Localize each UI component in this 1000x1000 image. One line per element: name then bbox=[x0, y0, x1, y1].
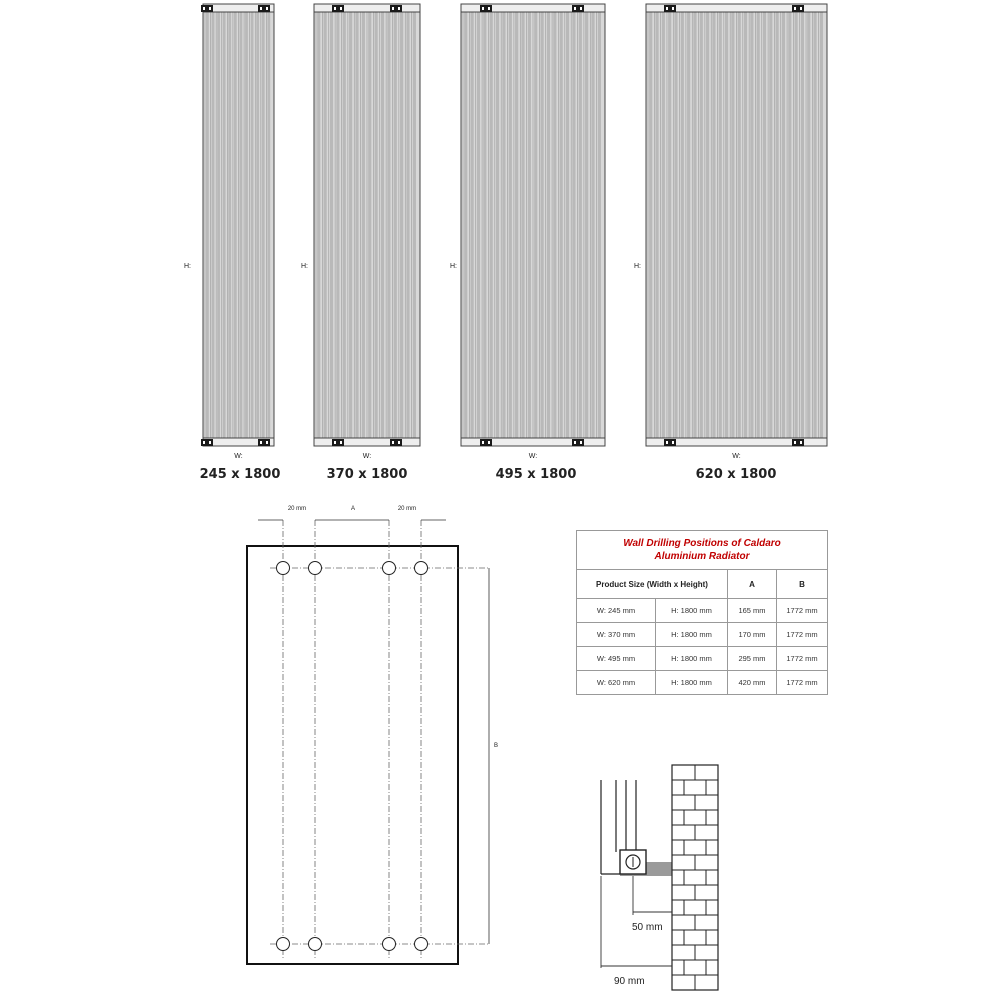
bracket-slot bbox=[334, 441, 336, 444]
bottom-header-bar bbox=[314, 438, 420, 446]
radiator-fin bbox=[217, 12, 220, 438]
radiator-fin bbox=[560, 12, 563, 438]
drilling-diagram bbox=[247, 506, 498, 964]
radiator-fin bbox=[782, 12, 785, 438]
cell-b: 1772 mm bbox=[777, 599, 828, 623]
header-a: A bbox=[728, 570, 777, 599]
radiator-fin bbox=[212, 12, 215, 438]
radiator-outline bbox=[247, 546, 458, 964]
radiator-fin bbox=[674, 12, 677, 438]
bracket-slot bbox=[800, 7, 802, 10]
radiator-fin bbox=[585, 12, 588, 438]
mounting-bracket bbox=[664, 5, 676, 12]
bracket-slot bbox=[266, 441, 268, 444]
radiator-fin bbox=[400, 12, 403, 438]
radiator-fin bbox=[738, 12, 741, 438]
radiator-elevation bbox=[301, 4, 420, 482]
radiator-fin bbox=[245, 12, 248, 438]
radiator-fin bbox=[267, 12, 270, 438]
bracket-slot bbox=[260, 441, 262, 444]
radiator-size-caption: 245 x 1800 bbox=[199, 467, 281, 482]
radiator-fin bbox=[262, 12, 265, 438]
radiator-fin bbox=[502, 12, 505, 438]
radiator-fin bbox=[719, 12, 722, 438]
drill-holes bbox=[277, 562, 428, 951]
height-label: H: bbox=[450, 263, 457, 270]
radiator-fin bbox=[528, 12, 531, 438]
top-header-bar bbox=[314, 4, 420, 12]
radiator-fin bbox=[355, 12, 358, 438]
radiator-fin bbox=[731, 12, 734, 438]
width-label: W: bbox=[528, 453, 538, 460]
bracket-slot bbox=[666, 441, 668, 444]
radiator-fin bbox=[406, 12, 409, 438]
radiator-fin bbox=[490, 12, 493, 438]
table-title bbox=[577, 531, 828, 570]
header-product-size: Product Size (Width x Height) bbox=[577, 570, 728, 599]
cell-width: W: 370 mm bbox=[577, 623, 656, 647]
bracket-depth-label: 50 mm bbox=[632, 922, 663, 933]
table-row bbox=[577, 623, 828, 647]
radiator-fin bbox=[547, 12, 550, 438]
radiator-fin bbox=[750, 12, 753, 438]
radiator-fin bbox=[712, 12, 715, 438]
radiator-fin bbox=[725, 12, 728, 438]
dim-right-label: 20 mm bbox=[397, 506, 417, 512]
radiator-fin bbox=[763, 12, 766, 438]
radiator-fin bbox=[349, 12, 352, 438]
cell-height: H: 1800 mm bbox=[656, 647, 728, 671]
bracket-slot bbox=[574, 441, 576, 444]
cell-a: 165 mm bbox=[728, 599, 777, 623]
radiator-fin bbox=[317, 12, 320, 438]
radiator-size-caption: 620 x 1800 bbox=[695, 467, 777, 482]
radiator-fin bbox=[206, 12, 209, 438]
table-row bbox=[577, 647, 828, 671]
cell-a: 420 mm bbox=[728, 671, 777, 695]
radiator-fin bbox=[769, 12, 772, 438]
radiator-fin bbox=[251, 12, 254, 438]
bracket-slot bbox=[392, 441, 394, 444]
radiator-fin bbox=[541, 12, 544, 438]
radiator-fin bbox=[362, 12, 365, 438]
radiator-fin bbox=[256, 12, 259, 438]
bracket-slot bbox=[482, 441, 484, 444]
bracket-slot bbox=[488, 7, 490, 10]
height-label: H: bbox=[634, 263, 641, 270]
radiator-fin bbox=[655, 12, 658, 438]
bracket-slot bbox=[580, 7, 582, 10]
table-row bbox=[577, 671, 828, 695]
radiator-fin bbox=[591, 12, 594, 438]
bracket-slot bbox=[340, 441, 342, 444]
radiator-fin bbox=[471, 12, 474, 438]
radiator-fin bbox=[807, 12, 810, 438]
radiator-fin bbox=[744, 12, 747, 438]
mounting-bracket bbox=[664, 439, 676, 446]
table-title-line1: Wall Drilling Positions of Caldaro bbox=[623, 538, 781, 549]
radiator-fin bbox=[477, 12, 480, 438]
radiator-elevation bbox=[450, 4, 605, 482]
bracket-slot bbox=[209, 441, 211, 444]
radiator-fin bbox=[368, 12, 371, 438]
width-label: W: bbox=[362, 453, 372, 460]
radiator-fin bbox=[521, 12, 524, 438]
bracket-slot bbox=[794, 7, 796, 10]
bracket-slot bbox=[266, 7, 268, 10]
radiator-fin bbox=[381, 12, 384, 438]
radiator-fin bbox=[387, 12, 390, 438]
radiator-fin bbox=[394, 12, 397, 438]
bracket-slot bbox=[482, 7, 484, 10]
bracket-slot bbox=[800, 441, 802, 444]
radiator-fin bbox=[757, 12, 760, 438]
radiator-fin bbox=[223, 12, 226, 438]
cell-a: 170 mm bbox=[728, 623, 777, 647]
mounting-bracket bbox=[332, 5, 344, 12]
radiator-fin bbox=[324, 12, 327, 438]
mounting-bracket bbox=[572, 5, 584, 12]
mounting-bracket bbox=[792, 5, 804, 12]
bracket-slot bbox=[209, 7, 211, 10]
radiator-fin bbox=[788, 12, 791, 438]
bracket-slot bbox=[398, 441, 400, 444]
bracket-slot bbox=[340, 7, 342, 10]
bracket-slot bbox=[392, 7, 394, 10]
radiator-fin bbox=[649, 12, 652, 438]
drilling-positions-table bbox=[576, 530, 828, 695]
bracket-slot bbox=[260, 7, 262, 10]
dimension-lines bbox=[258, 520, 489, 944]
radiator-fin bbox=[572, 12, 575, 438]
side-mounting-view bbox=[601, 765, 718, 990]
mounting-bracket bbox=[201, 439, 213, 446]
radiator-fin bbox=[579, 12, 582, 438]
mounting-bracket bbox=[201, 5, 213, 12]
cell-a: 295 mm bbox=[728, 647, 777, 671]
mounting-bracket bbox=[792, 439, 804, 446]
table-header-row bbox=[577, 570, 828, 599]
total-depth-label: 90 mm bbox=[614, 976, 645, 987]
bracket-slot bbox=[666, 7, 668, 10]
mounting-bracket bbox=[480, 439, 492, 446]
radiator-size-caption: 370 x 1800 bbox=[326, 467, 408, 482]
brick-wall bbox=[672, 765, 718, 990]
bracket-slot bbox=[398, 7, 400, 10]
height-label: H: bbox=[184, 263, 191, 270]
radiator-fin bbox=[375, 12, 378, 438]
radiator-size-caption: 495 x 1800 bbox=[495, 467, 577, 482]
radiator-fin bbox=[776, 12, 779, 438]
radiator-fin bbox=[234, 12, 237, 438]
bracket-slot bbox=[574, 7, 576, 10]
radiator-fin bbox=[662, 12, 665, 438]
mounting-bracket bbox=[480, 5, 492, 12]
mounting-bracket bbox=[390, 5, 402, 12]
width-label: W: bbox=[732, 453, 741, 460]
radiator-fin bbox=[795, 12, 798, 438]
table-row bbox=[577, 599, 828, 623]
cell-b: 1772 mm bbox=[777, 671, 828, 695]
radiator-fin bbox=[483, 12, 486, 438]
bracket-slot bbox=[672, 7, 674, 10]
bracket-slot bbox=[203, 441, 205, 444]
bracket-slot bbox=[794, 441, 796, 444]
radiator-fin bbox=[706, 12, 709, 438]
dim-left-label: 20 mm bbox=[287, 506, 307, 512]
bracket-slot bbox=[203, 7, 205, 10]
mounting-bracket bbox=[258, 5, 270, 12]
radiator-fin bbox=[336, 12, 339, 438]
radiator-fin bbox=[801, 12, 804, 438]
cell-height: H: 1800 mm bbox=[656, 671, 728, 695]
radiator-fin bbox=[553, 12, 556, 438]
cell-width: W: 620 mm bbox=[577, 671, 656, 695]
mounting-bracket bbox=[332, 439, 344, 446]
radiator-fin bbox=[515, 12, 518, 438]
cell-width: W: 245 mm bbox=[577, 599, 656, 623]
radiator-elevation bbox=[634, 4, 827, 482]
radiator-fin bbox=[330, 12, 333, 438]
radiator-fin bbox=[813, 12, 816, 438]
radiator-fin bbox=[700, 12, 703, 438]
mounting-bracket bbox=[390, 439, 402, 446]
radiator-fin bbox=[413, 12, 416, 438]
radiator-fin bbox=[509, 12, 512, 438]
bracket-slot bbox=[672, 441, 674, 444]
table-title-line2: Aluminium Radiator bbox=[654, 551, 750, 562]
radiator-fin bbox=[534, 12, 537, 438]
cell-height: H: 1800 mm bbox=[656, 599, 728, 623]
bracket-slot bbox=[580, 441, 582, 444]
cell-b: 1772 mm bbox=[777, 623, 828, 647]
radiator-fin bbox=[464, 12, 467, 438]
radiator-fin bbox=[566, 12, 569, 438]
vertical-centerlines bbox=[283, 520, 421, 960]
mounting-bracket bbox=[258, 439, 270, 446]
bracket-slot bbox=[334, 7, 336, 10]
cell-height: H: 1800 mm bbox=[656, 623, 728, 647]
radiator-fin bbox=[687, 12, 690, 438]
height-label: H: bbox=[301, 263, 308, 270]
mounting-bracket bbox=[572, 439, 584, 446]
radiator-fin bbox=[820, 12, 823, 438]
width-label: W: bbox=[234, 453, 243, 460]
cell-width: W: 495 mm bbox=[577, 647, 656, 671]
header-b: B bbox=[777, 570, 828, 599]
dim-a-label: A bbox=[350, 506, 356, 512]
radiator-fin bbox=[598, 12, 601, 438]
radiator-elevations bbox=[184, 4, 827, 482]
bracket-slot bbox=[488, 441, 490, 444]
radiator-fin bbox=[681, 12, 684, 438]
radiator-fin bbox=[693, 12, 696, 438]
dim-b-label: B bbox=[494, 743, 499, 749]
radiator-fin bbox=[343, 12, 346, 438]
cell-b: 1772 mm bbox=[777, 647, 828, 671]
radiator-fin bbox=[228, 12, 231, 438]
radiator-fin bbox=[668, 12, 671, 438]
radiator-fin bbox=[240, 12, 243, 438]
radiator-elevation bbox=[184, 4, 280, 482]
radiator-fin bbox=[496, 12, 499, 438]
